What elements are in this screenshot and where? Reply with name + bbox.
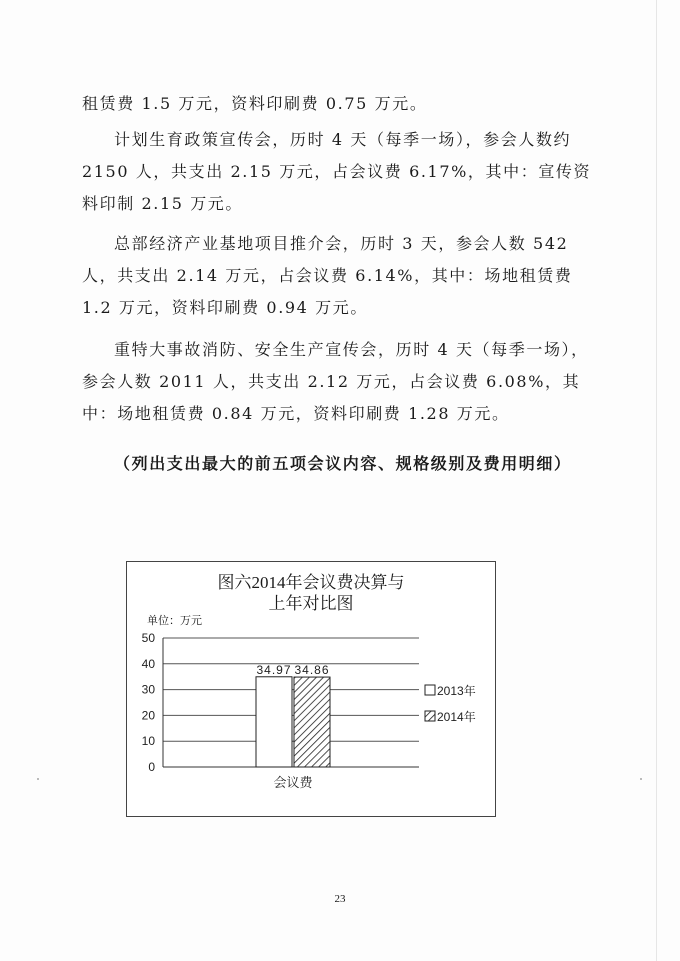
legend-label: 2013年	[437, 684, 476, 698]
data-label: 34.86	[294, 663, 330, 678]
y-tick-label: 10	[141, 734, 155, 749]
paragraph-2: 计划生育政策宣传会，历时 4 天（每季一场），参会人数约 2150 人，共支出 2.15 万元，占会议费 6.17%，其中：宣传资料印制 2.15 万元。	[82, 130, 592, 213]
y-tick-label: 20	[141, 708, 155, 723]
bar-2014年	[294, 677, 330, 767]
scan-edge-line	[656, 0, 657, 961]
y-tick-label: 50	[141, 631, 155, 645]
legend-swatch	[425, 711, 435, 721]
chart-figure	[126, 561, 496, 817]
y-tick-label: 0	[148, 760, 155, 774]
bar-2013年	[256, 677, 292, 767]
paragraph-5-instruction: （列出支出最大的前五项会议内容、规格级别及费用明细）	[114, 454, 572, 473]
bar-chart	[127, 562, 495, 816]
chart-unit-label: 单位：万元	[147, 614, 202, 627]
y-tick-label: 30	[141, 682, 155, 697]
y-tick-label: 40	[141, 656, 155, 671]
paragraph-4: 重特大事故消防、安全生产宣传会，历时 4 天（每季一场），参会人数 2011 人，共支出 2.12 万元，占会议费 6.08%，其中：场地租赁费 0.84 万元，资料印刷费 1.28 万元。	[82, 340, 589, 423]
scan-dot	[37, 778, 39, 780]
page-number: 23	[334, 893, 346, 905]
x-category-label: 会议费	[273, 776, 313, 791]
legend-swatch	[425, 685, 435, 695]
paragraph-3: 总部经济产业基地项目推介会，历时 3 天，参会人数 542 人，共支出 2.14 万元，占会议费 6.14%，其中：场地租赁费 1.2 万元，资料印刷费 0.94 万元。	[82, 234, 573, 317]
legend-label: 2014年	[437, 710, 476, 724]
paragraph-1: 租赁费 1.5 万元，资料印刷费 0.75 万元。	[82, 94, 428, 113]
scan-dot	[640, 778, 642, 780]
chart-title: 图六2014年会议费决算与上年对比图	[217, 573, 405, 613]
data-label: 34.97	[256, 662, 292, 677]
